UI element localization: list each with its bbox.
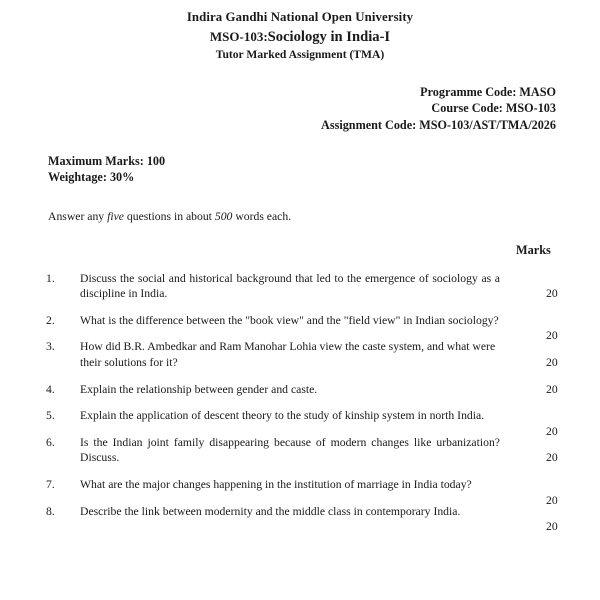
question-text: Explain the application of descent theory to the study of kinship system in north India.	[80, 409, 485, 423]
course-title-line	[0, 27, 600, 47]
question-marks-value: 20	[546, 382, 558, 396]
document-header	[0, 0, 600, 63]
question-text: Describe the link between modernity and the middle class in contemporary India.	[80, 504, 461, 518]
instruction-part2: questions in about	[123, 209, 215, 223]
marks-column-header	[0, 242, 600, 258]
question-number: 7.	[46, 478, 55, 492]
maximum-marks: Maximum Marks: 100	[48, 153, 166, 168]
codes-block	[0, 84, 600, 133]
question-row	[46, 408, 600, 438]
question-row	[46, 271, 600, 302]
question-text: What are the major changes happening in the institution of marriage in India today?	[80, 478, 472, 492]
question-number: 8.	[46, 504, 55, 518]
question-text: Discuss the social and historical background that led to the emergence of sociology as a discipline in India.	[80, 271, 500, 301]
question-marks-value: 20	[546, 329, 558, 343]
questions-list	[0, 271, 600, 534]
marks-weightage-block	[0, 153, 600, 186]
question-marks-value: 20	[546, 424, 558, 438]
question-text: Is the Indian joint family disappearing because of modern changes like urbanization? Discuss.	[80, 435, 500, 465]
question-number: 1.	[46, 271, 55, 285]
instruction-emphasis-count: five	[107, 209, 124, 223]
question-marks-value: 20	[546, 493, 558, 507]
instruction-part1: Answer any	[48, 209, 108, 223]
question-row	[46, 504, 600, 534]
question-marks-value: 20	[546, 451, 558, 465]
instruction-part3: words each.	[232, 209, 292, 223]
programme-code: Programme Code: MASO	[420, 85, 556, 99]
question-text: Explain the relationship between gender and caste.	[80, 382, 318, 396]
question-row	[46, 477, 600, 507]
question-row	[46, 435, 600, 466]
university-name: Indira Gandhi National Open University	[186, 10, 414, 24]
question-marks	[546, 355, 590, 371]
question-number: 3.	[46, 340, 55, 354]
question-number: 2.	[46, 313, 55, 327]
instruction-line	[0, 209, 600, 225]
assignment-code: Assignment Code: MSO-103/AST/TMA/2026	[321, 117, 556, 132]
question-marks	[546, 519, 590, 535]
question-marks	[546, 450, 590, 466]
instruction-emphasis-words: 500	[214, 209, 233, 223]
question-row	[46, 313, 600, 343]
question-marks-value: 20	[546, 287, 558, 301]
question-marks-value: 20	[546, 520, 558, 534]
question-text: How did B.R. Ambedkar and Ram Manohar Lohia view the caste system, and what were their solutions for it?	[80, 340, 496, 370]
question-number: 5.	[46, 409, 55, 423]
question-marks	[546, 286, 590, 302]
subject-title: Sociology in India-I	[267, 29, 391, 45]
course-code: Course Code: MSO-103	[431, 101, 556, 116]
question-marks	[546, 382, 590, 398]
question-row	[46, 339, 600, 370]
assignment-type: Tutor Marked Assignment (TMA)	[215, 48, 385, 61]
question-number: 6.	[46, 435, 55, 449]
question-number: 4.	[46, 382, 55, 396]
question-text: What is the difference between the "book view" and the "field view" in Indian sociology?	[80, 313, 499, 327]
question-marks-value: 20	[546, 356, 558, 370]
weightage: Weightage: 30%	[48, 170, 135, 185]
marks-header-label: Marks	[516, 242, 551, 257]
question-row	[46, 382, 600, 398]
course-code-prefix: MSO-103:	[209, 29, 268, 44]
